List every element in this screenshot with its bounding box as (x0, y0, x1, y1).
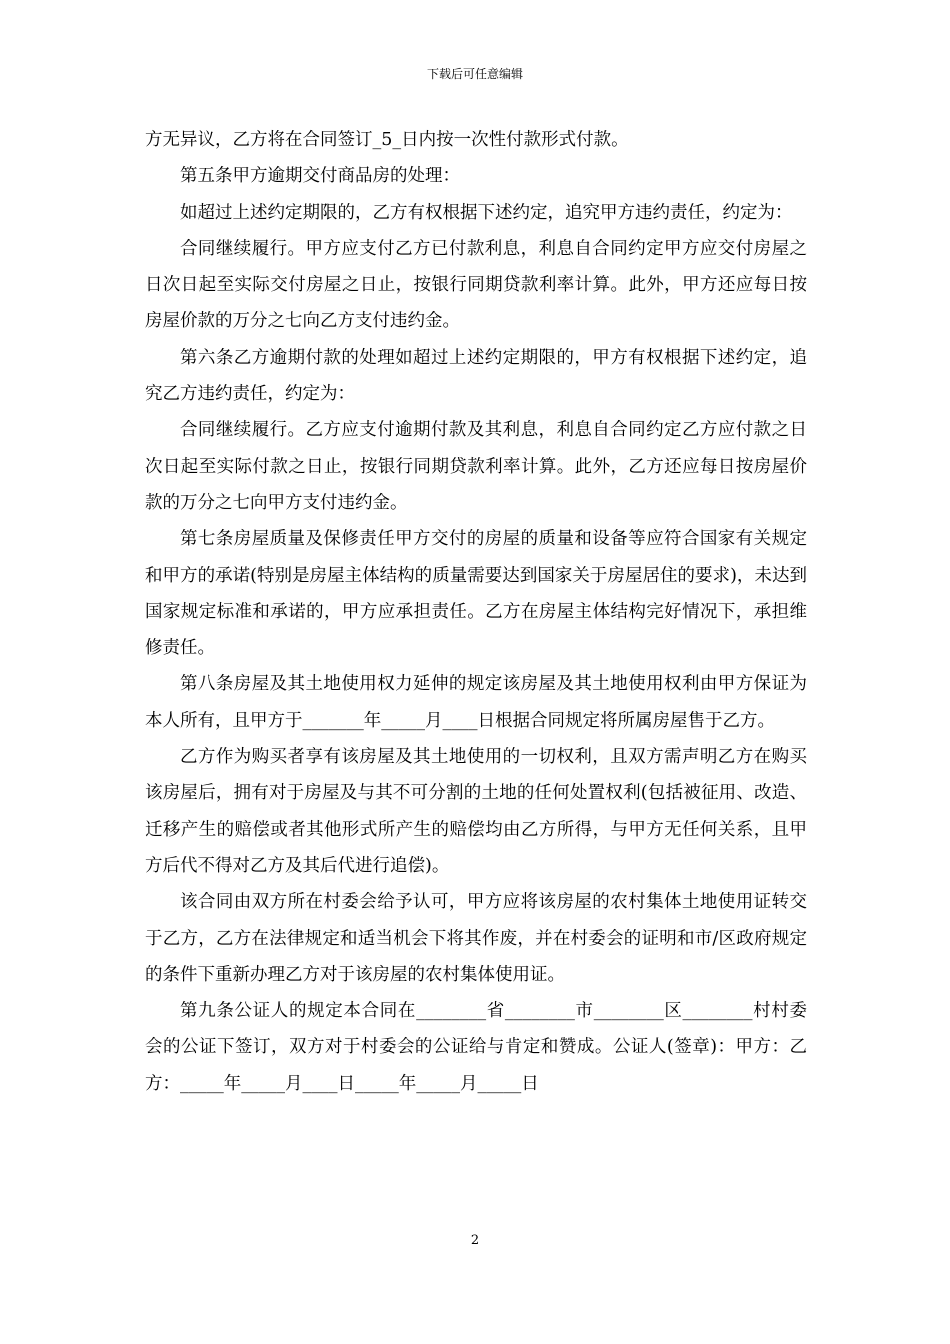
page-header: 下载后可任意编辑 (426, 67, 523, 81)
paragraph: 方无异议，乙方将在合同签订_5_日内按一次性付款形式付款。 (145, 130, 629, 150)
paragraph: 第九条公证人的规定本合同在________省________市________区________村村委会的公证下签订，双方对于村委会的公证给与肯定和赞成。公证人(签章)：甲方：乙方：_____年_____月____日_____年_____月_____日 (145, 1001, 807, 1094)
paragraph: 该合同由双方所在村委会给予认可，甲方应将该房屋的农村集体土地使用证转交于乙方，乙方在法律规定和适当机会下将其作废，并在村委会的证明和市/区政府规定的条件下重新办理乙方对于该房屋的农村集体使用证。 (145, 892, 807, 985)
document-body (145, 122, 807, 1102)
paragraph: 第六条乙方逾期付款的处理如超过上述约定期限的，甲方有权根据下述约定，追究乙方违约责任，约定为： (145, 347, 807, 405)
paragraph: 乙方作为购买者享有该房屋及其土地使用的一切权利，且双方需声明乙方在购买该房屋后，拥有对于房屋及与其不可分割的土地的任何处置权利(包括被征用、改造、迁移产生的赔偿或者其他形式所产生的赔偿均由乙方所得，与甲方无任何关系，且甲方后代不得对乙方及其后代进行追偿)。 (145, 747, 807, 876)
paragraph: 合同继续履行。甲方应支付乙方已付款利息，利息自合同约定甲方应交付房屋之日次日起至实际交付房屋之日止，按银行同期贷款利率计算。此外，甲方还应每日按房屋价款的万分之七向乙方支付违约金。 (145, 238, 807, 332)
paragraph: 如超过上述约定期限的，乙方有权根据下述约定，追究甲方违约责任，约定为： (180, 202, 793, 223)
paragraph: 合同继续履行。乙方应支付逾期付款及其利息，利息自合同约定乙方应付款之日次日起至实际付款之日止，按银行同期贷款利率计算。此外，乙方还应每日按房屋价款的万分之七向甲方支付违约金。 (145, 420, 807, 513)
paragraph: 第七条房屋质量及保修责任甲方交付的房屋的质量和设备等应符合国家有关规定和甲方的承诺(特别是房屋主体结构的质量需要达到国家关于房屋居住的要求)，未达到国家规定标准和承诺的，甲方应承担责任。乙方在房屋主体结构完好情况下，承担维修责任。 (145, 529, 807, 659)
page-number: 2 (470, 1233, 480, 1248)
paragraph: 第八条房屋及其土地使用权力延伸的规定该房屋及其土地使用权利由甲方保证为本人所有，且甲方于_______年_____月____日根据合同规定将所属房屋售于乙方。 (145, 674, 807, 731)
paragraph: 第五条甲方逾期交付商品房的处理： (180, 166, 460, 187)
